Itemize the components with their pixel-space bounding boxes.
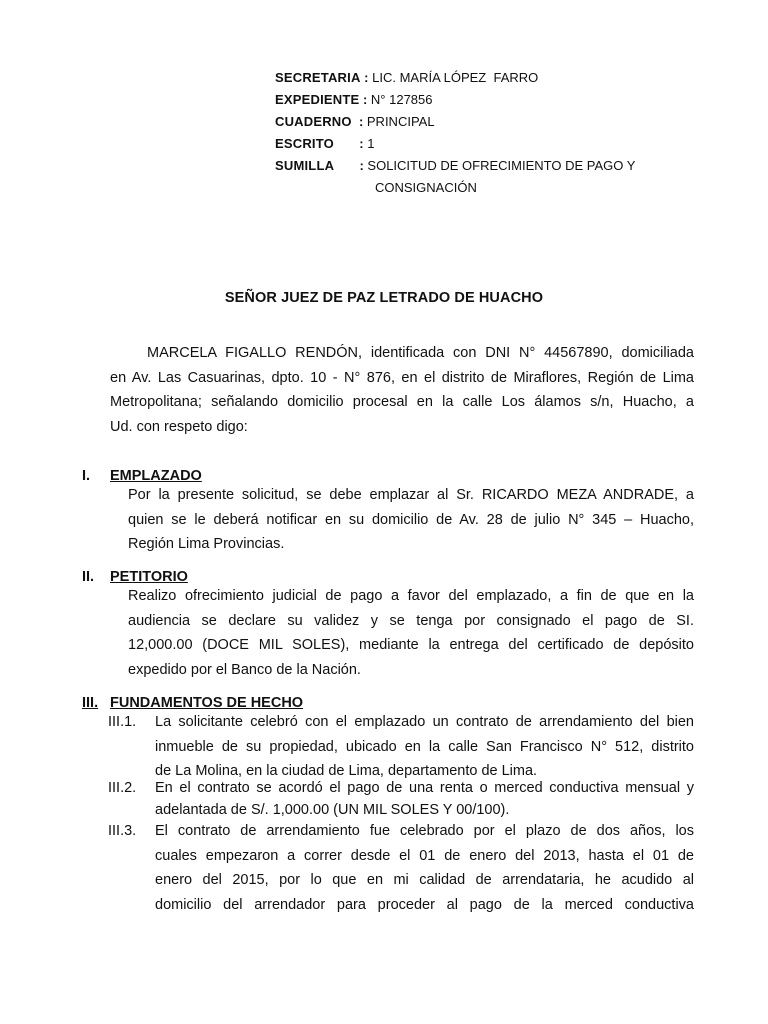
- section-title: FUNDAMENTOS DE HECHO: [110, 695, 304, 711]
- text-line: en Av. Las Casuarinas, dpto. 10 - N° 876, en el distrito de Miraflores, Región de Lima: [110, 369, 694, 386]
- item-text: [155, 710, 694, 784]
- text-line: cuales empezaron a correr desde el 01 de enero del 2013, hasta el 01 de: [155, 847, 694, 864]
- header-row-escrito: [275, 133, 635, 155]
- case-header: [275, 67, 635, 199]
- text-line: domicilio del arrendador para proceder al pago de la merced conductiva: [155, 896, 694, 913]
- text-line: enero del 2015, por lo que en mi calidad de arrendataria, he acudido al: [155, 872, 694, 888]
- header-value: 1: [367, 136, 375, 151]
- section-heading-fundamentos: [82, 695, 303, 711]
- text-line: Por la presente solicitud, se debe emplazar al Sr. RICARDO MEZA ANDRADE, a: [128, 487, 694, 503]
- section-heading-petitorio: [82, 569, 188, 585]
- text-line: audiencia se declare su validez y se tenga por consignado el pago de SI.: [128, 612, 694, 629]
- intro-paragraph: [110, 341, 694, 439]
- header-key: EXPEDIENTE: [275, 92, 360, 107]
- header-sumilla-continuation: CONSIGNACIÓN: [375, 180, 477, 195]
- header-key: CUADERNO: [275, 114, 352, 129]
- text-line: inmueble de su propiedad, ubicado en la calle San Francisco N° 512, distrito: [155, 738, 694, 755]
- text-line: En el contrato se acordó el pago de una renta o merced conductiva mensual y: [155, 780, 694, 796]
- header-row-secretaria: [275, 67, 635, 89]
- header-separator: :: [334, 158, 368, 173]
- section-number: III.: [82, 695, 99, 711]
- header-row-expediente: [275, 89, 635, 111]
- section-title: PETITORIO: [110, 569, 188, 585]
- item-text: [155, 777, 694, 821]
- text-line: La solicitante celebró con el emplazado un contrato de arrendamiento del bien: [155, 714, 694, 730]
- text-line: MARCELA FIGALLO RENDÓN, identificada con DNI N° 44567890, domiciliada: [147, 345, 694, 361]
- section-number: II.: [82, 569, 95, 585]
- header-key: SECRETARIA: [275, 70, 361, 85]
- text-line: Realizo ofrecimiento judicial de pago a favor del emplazado, a fin de que en la: [128, 588, 694, 604]
- text-line: quien se le deberá notificar en su domicilio de Av. 28 de julio N° 345 – Huacho,: [128, 511, 694, 528]
- header-value: PRINCIPAL: [366, 114, 435, 129]
- header-value: LIC. MARÍA LÓPEZ FARRO: [372, 70, 539, 85]
- section-body-petitorio: [128, 584, 694, 682]
- header-separator: :: [333, 136, 368, 151]
- text-line: Ud. con respeto digo:: [110, 418, 248, 435]
- header-separator: :: [359, 92, 371, 107]
- header-key: SUMILLA: [275, 158, 335, 173]
- text-line: 12,000.00 (DOCE MIL SOLES), mediante la entrega del certificado de depósito: [128, 637, 694, 653]
- text-line: Metropolitana; señalando domicilio procesal en la calle Los álamos s/n, Huacho, a: [110, 394, 694, 410]
- header-row-sumilla: [275, 155, 635, 177]
- document-title: SEÑOR JUEZ DE PAZ LETRADO DE HUACHO: [224, 290, 544, 306]
- header-key: ESCRITO: [275, 136, 334, 151]
- header-value: N° 127856: [370, 92, 433, 107]
- header-separator: :: [360, 70, 373, 85]
- section-title: EMPLAZADO: [110, 468, 202, 484]
- item-number: III.2.: [108, 780, 137, 796]
- header-value: SOLICITUD DE OFRECIMIENTO DE PAGO Y: [367, 158, 636, 173]
- section-heading-emplazado: [82, 468, 202, 484]
- text-line: El contrato de arrendamiento fue celebrado por el plazo de dos años, los: [155, 823, 694, 839]
- text-line: adelantada de S/. 1,000.00 (UN MIL SOLES Y 00/100).: [155, 802, 510, 818]
- text-line: de La Molina, en la ciudad de Lima, departamento de Lima.: [155, 763, 538, 779]
- item-text: [155, 819, 694, 917]
- section-number: I.: [82, 468, 91, 484]
- text-line: Región Lima Provincias.: [128, 536, 285, 552]
- text-line: expedido por el Banco de la Nación.: [128, 661, 361, 678]
- header-separator: :: [351, 114, 367, 129]
- section-body-emplazado: [128, 483, 694, 557]
- header-row-cuaderno: [275, 111, 635, 133]
- item-number: III.1.: [108, 714, 137, 730]
- item-number: III.3.: [108, 823, 137, 839]
